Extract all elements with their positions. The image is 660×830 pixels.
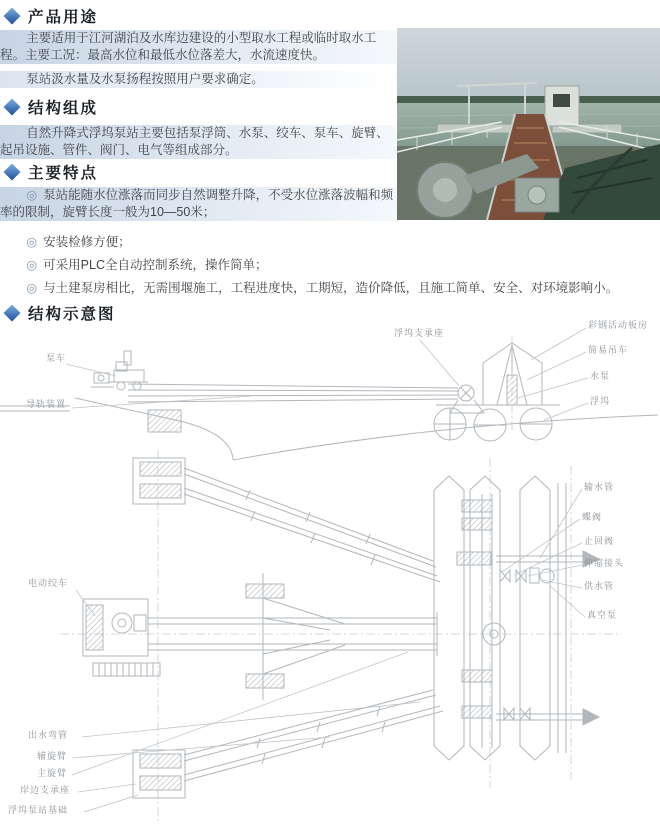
ring-bullet-icon: ◎ [26, 235, 38, 249]
label-water-pump: 水泵 [590, 371, 611, 381]
feature-item [0, 234, 396, 251]
feature-text: 与土建泵房相比，无需围堰施工，工程进度快，工期短，造价降低，且施工简单、安全、对环境影响小。 [43, 281, 619, 295]
section-heading-schematic: 结构示意图 [6, 303, 116, 323]
diamond-icon [4, 99, 21, 116]
schematic-diagram [0, 318, 660, 830]
label-vacuum-pump: 真空泵 [587, 610, 618, 620]
ring-bullet-icon: ◎ [26, 281, 38, 295]
label-dock: 浮坞 [590, 396, 611, 406]
label-shore-support: 岸边支承座 [20, 785, 71, 795]
label-steel-house: 彩钢活动板房 [588, 320, 649, 330]
ring-bullet-icon: ◎ [26, 188, 38, 202]
label-aux-arm: 辅旋臂 [37, 751, 68, 761]
feature-item [0, 187, 398, 221]
diamond-icon [4, 8, 21, 25]
feature-text: 泵站能随水位涨落而同步自然调整升降，不受水位涨落波幅和频率的限制，旋臂长度一般为10—50米； [0, 188, 394, 219]
label-outlet-elbow: 出水弯管 [28, 730, 69, 740]
label-butterfly-valve: 蝶阀 [582, 512, 603, 522]
diamond-icon [4, 164, 21, 181]
label-supply-pipe: 供水管 [584, 581, 615, 591]
photo-art [397, 28, 660, 220]
usage-paragraph-1: 主要适用于江河湖泊及水库边建设的小型取水工程或临时取水工程。主要工况：最高水位和最低水位落差大，水流速度快。 [0, 30, 396, 64]
label-delivery-pipe: 输水管 [584, 482, 615, 492]
schematic-drawing [0, 318, 660, 830]
label-foundation: 浮坞泵站基础 [8, 805, 69, 815]
feature-text: 安装检修方便； [43, 235, 131, 249]
section-heading-features: 主要特点 [6, 162, 98, 182]
feature-item [0, 257, 396, 274]
label-pump-truck: 泵车 [46, 353, 67, 363]
label-expansion-joint: 伸缩接头 [584, 558, 625, 568]
page-title: 产品用途 [28, 9, 99, 26]
section-heading-structure: 结构组成 [6, 97, 98, 117]
label-guide-rail: 导轨装置 [26, 399, 67, 409]
pump-station-photo [397, 28, 660, 220]
label-electric-winch: 电动绞车 [28, 578, 69, 588]
label-main-arm: 主旋臂 [37, 768, 68, 778]
feature-item [0, 280, 656, 297]
section-heading-usage [6, 6, 98, 26]
label-check-valve: 止回阀 [584, 536, 615, 546]
label-simple-crane: 简易吊车 [588, 345, 629, 355]
structure-paragraph: 自然升降式浮坞泵站主要包括泵浮筒、水泵、绞车、泵车、旋臂、起吊设施、管件、阀门、电气等组成部分。 [0, 125, 396, 159]
ring-bullet-icon: ◎ [26, 258, 38, 272]
usage-paragraph-2: 泵站汲水量及水泵扬程按照用户要求确定。 [0, 71, 396, 88]
feature-text: 可采用PLC全自动控制系统，操作简单； [43, 258, 268, 272]
label-dock-support: 浮坞支承座 [394, 328, 445, 338]
